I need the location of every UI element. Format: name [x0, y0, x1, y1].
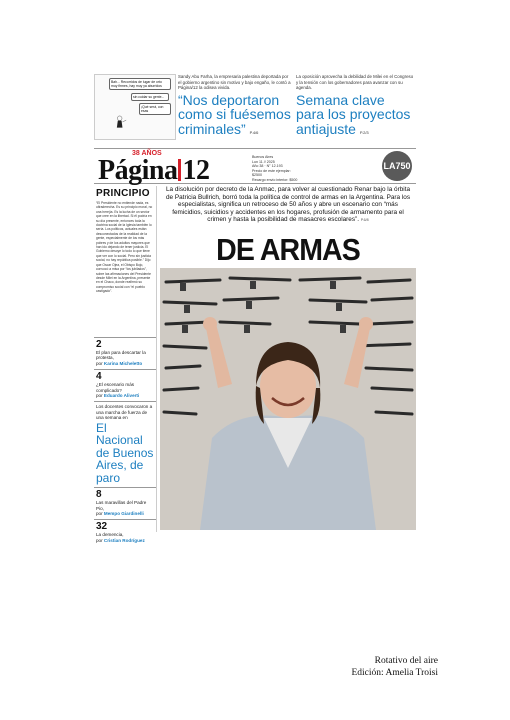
footer-editor: Edición: Amelia Troisi: [351, 668, 438, 678]
masthead: 38 AÑOS Página 12 Buenos Aires Lun 11 // 2025 Año 38 · N° 12.193 Precio de este ejemplar: $2500 Recargo envío interior: $500 LA750: [94, 148, 416, 184]
feature-teaser[interactable]: Los docentes convocaron a una marcha de fuerza de una semana en El Nacional de Buenos Aires, de paro: [94, 401, 156, 487]
la750-badge: LA750: [382, 151, 412, 181]
teaser-deck: La oposición aprovecha la debilidad de Milei en el Congreso y la tensión con los gobernadores para avanzar con su agenda.: [296, 74, 414, 91]
lead-paragraph: La disolución por decreto de la Anmac, para volver al cuestionado Renar bajo la órbita de Patricia Bullrich, borró toda la política de control de armas en la Argentina. Para los especialistas, significa un retroceso de 50 años y abre un escenario con “más femicidios, suicidios y accidentes en los hogares, profusión de armamento para el crimen y hasta la posibilidad de masacres escolares”. P.6/8: [165, 186, 411, 224]
teaser-deck: Sandy Abu Farha, la empresaria palestina deportada por el gobierno argentino sin motivo y bajo engaño, le contó a Página/12 la odisea vivida.: [178, 74, 291, 91]
cartoon-bubble: sin cuidar su gente...: [131, 93, 169, 101]
photo-illustration: [160, 268, 416, 530]
anniversary-label: 38 AÑOS: [132, 150, 162, 157]
index-item[interactable]: 32 La demencia, por Cristian Rodríguez: [94, 519, 156, 546]
teaser-headline: Semana clave para los proyectos antiajuste P.2/3: [296, 91, 411, 137]
cartoon-bubble: Bah... Recorridos de lugar de orto muy firmes, hay muy ya aburridos: [109, 78, 171, 90]
teaser-headline: “Nos deportaron como si fuésemos criminales” P.4/6: [178, 91, 291, 137]
teaser-congress[interactable]: [296, 74, 416, 140]
footer-program: Rotativo del aire: [374, 656, 438, 666]
top-strip: [94, 72, 416, 142]
main-story: [160, 186, 416, 532]
main-headline: DE ARMAS: [216, 232, 360, 267]
teaser-deportation[interactable]: [178, 74, 292, 140]
index-item[interactable]: 8 Las maravillas del Padre Pio, por Mempo Giardinelli: [94, 487, 156, 519]
cartoon-bubble: ¡Qué será, con esas: [139, 103, 171, 115]
cartoon: [94, 74, 176, 140]
left-column: [94, 186, 157, 543]
principio-title: PRINCIPIO: [96, 188, 150, 199]
principio-text: “El Presidente no entiende nada, es ultraderecha. Es su principio moral, no una herejía. Es la lucha de un sector que cree en la libertad. Si él podría en su día presente, entonces toda la doctrina social de la Iglesia también lo sería. Los politicos, actuales están desconectados de la realidad de la gente, especialmente de los más pobres y de los adultos mayores que han ido dejando de tener justicia. El Gobierno desoye lo todo lo que tiene que ver con lo social. Pero sin justicia social, no hay república posible.” Dijo que Oscar Ojea, el Obispo Bojo, convocó a misa por “los jubilados”, sobre las afirmaciones del Presidente desde Milei en la Argentina, presente en el Chaco, donde reafirmó su compromiso social con “el pueblo castigado”.: [96, 201, 153, 294]
index-item[interactable]: 4 ¿El escenario más complicado? por Eduardo Aliverti: [94, 369, 156, 401]
footer-credit: [351, 655, 438, 679]
edition-info: Buenos Aires Lun 11 // 2025 Año 38 · N° 12.193 Precio de este ejemplar: $2500 Recargo envío interior: $500: [252, 155, 298, 182]
newspaper-cover: [94, 72, 416, 543]
index-item[interactable]: 2 El plan para descartar la protesta, por Karina Micheletto: [94, 337, 156, 369]
cover-photo: [160, 268, 416, 530]
cartoon-figure: [115, 109, 129, 135]
